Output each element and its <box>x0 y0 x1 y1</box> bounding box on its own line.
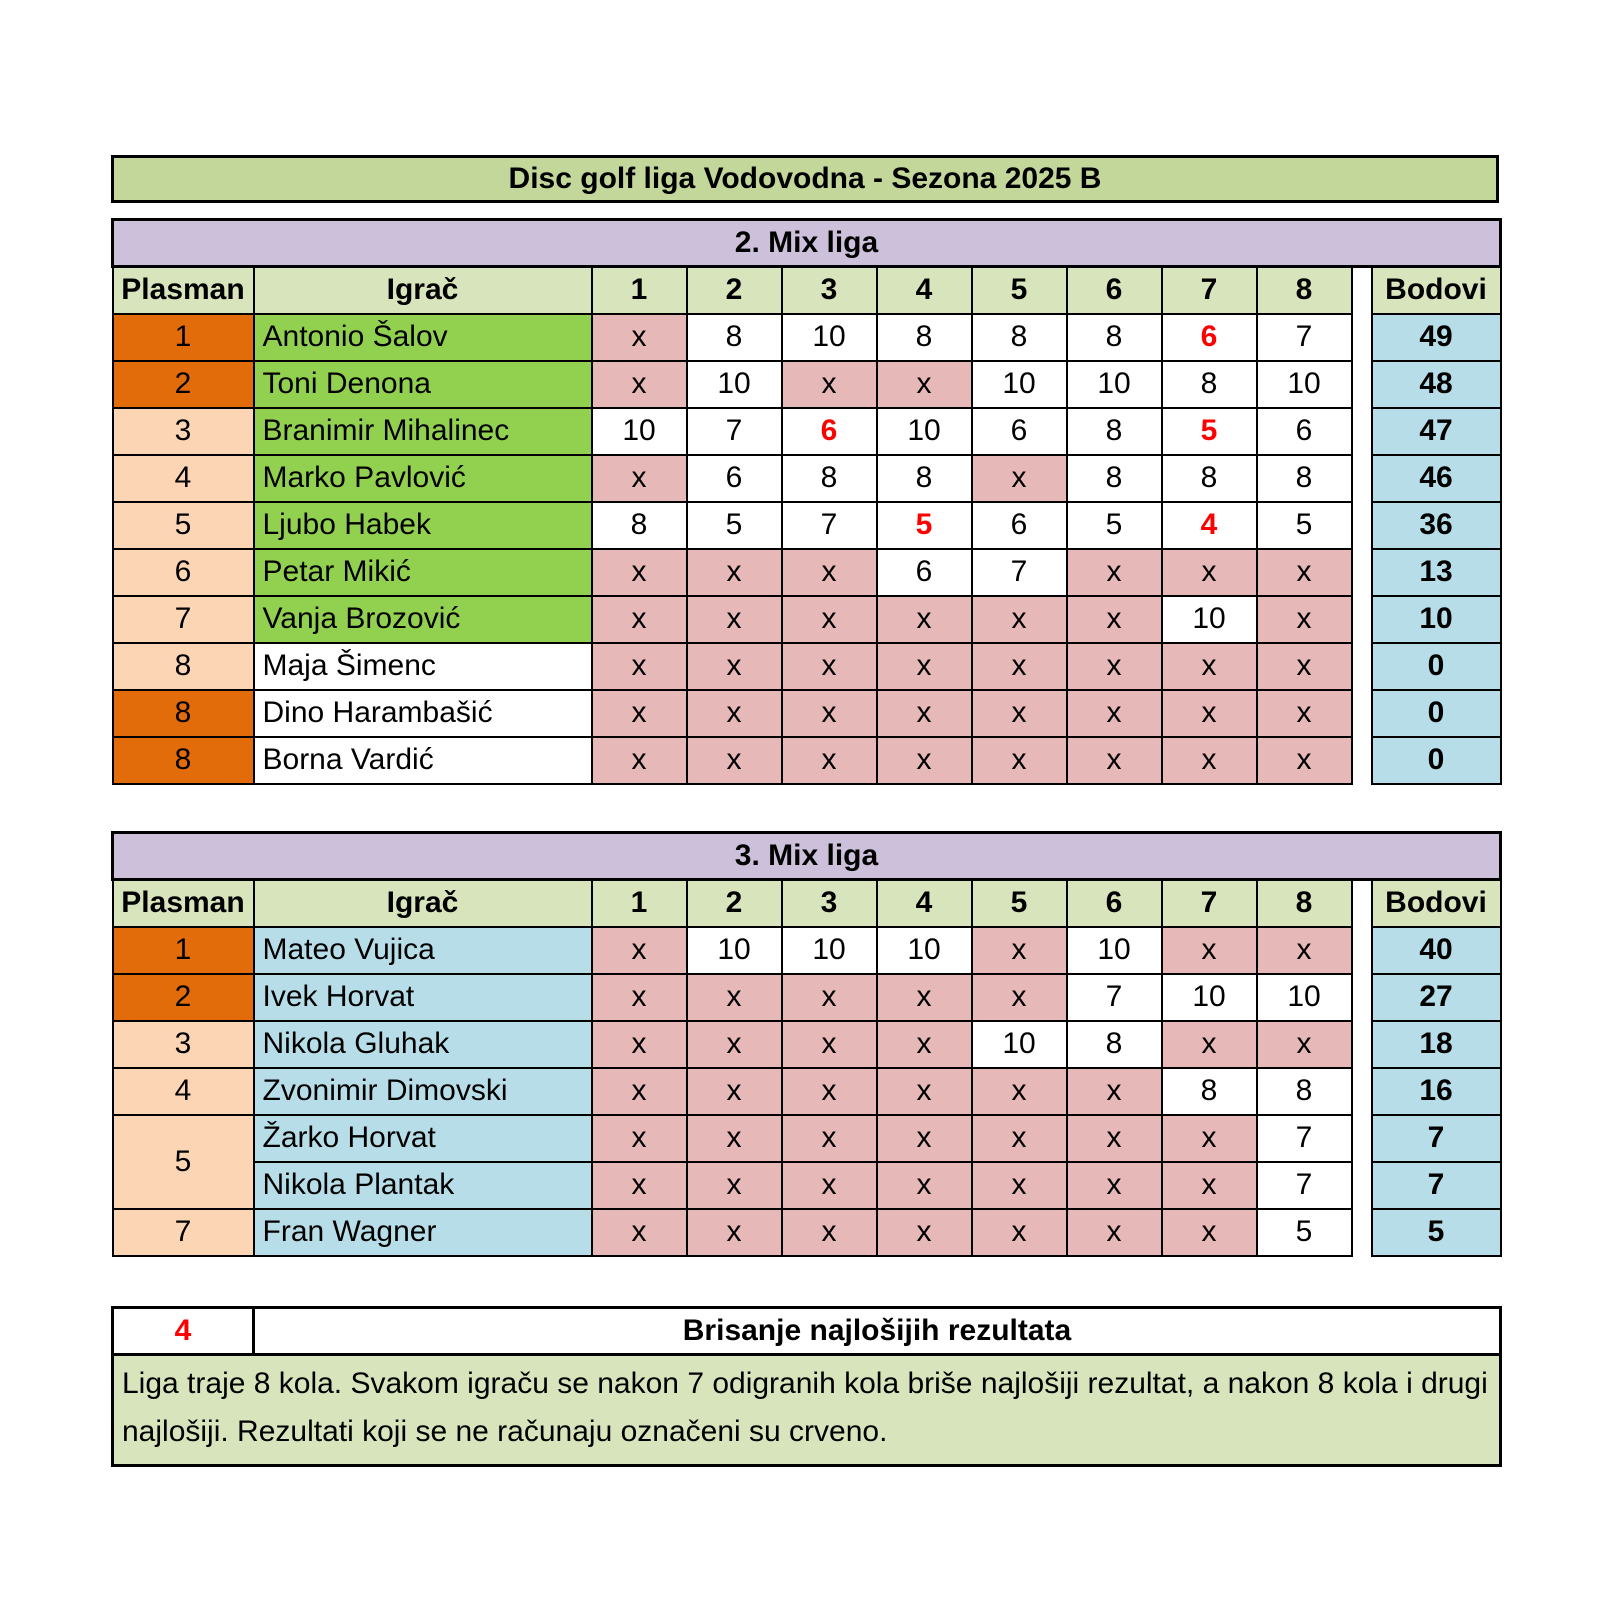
round-1-result: x <box>592 549 687 596</box>
round-5-result: 8 <box>972 314 1067 361</box>
table-row <box>113 1068 1501 1115</box>
round-7-result: x <box>1162 1162 1257 1209</box>
place-cell: 2 <box>113 974 254 1021</box>
round-2-result: x <box>687 737 782 784</box>
league2-heading: 2. Mix liga <box>113 220 1501 267</box>
col-round-1: 1 <box>592 267 687 314</box>
round-2-result: x <box>687 596 782 643</box>
round-6-result: 7 <box>1067 974 1162 1021</box>
round-6-result: 10 <box>1067 927 1162 974</box>
round-3-result: x <box>782 1115 877 1162</box>
round-3-result: x <box>782 690 877 737</box>
league2-column-header <box>113 267 1501 314</box>
round-4-result: x <box>877 361 972 408</box>
col-round-3: 3 <box>782 267 877 314</box>
round-3-result: 10 <box>782 927 877 974</box>
round-5-result: 6 <box>972 408 1067 455</box>
table-row <box>113 690 1501 737</box>
points-total: 36 <box>1372 502 1501 549</box>
player-name: Maja Šimenc <box>254 643 592 690</box>
place-cell: 5 <box>113 502 254 549</box>
round-4-result: x <box>877 1115 972 1162</box>
round-4-result: 8 <box>877 314 972 361</box>
points-total: 27 <box>1372 974 1501 1021</box>
points-total: 46 <box>1372 455 1501 502</box>
round-5-result: x <box>972 1068 1067 1115</box>
player-name: Ljubo Habek <box>254 502 592 549</box>
round-5-result: x <box>972 1162 1067 1209</box>
col-round-8: 8 <box>1257 267 1352 314</box>
round-2-result: 10 <box>687 361 782 408</box>
col-round-6: 6 <box>1067 267 1162 314</box>
league3-column-header <box>113 880 1501 927</box>
round-5-result: x <box>972 1209 1067 1256</box>
round-8-result: 7 <box>1257 314 1352 361</box>
table-row <box>113 1162 1501 1209</box>
round-1-result: x <box>592 314 687 361</box>
table-row <box>113 1209 1501 1256</box>
round-2-result: 6 <box>687 455 782 502</box>
round-6-result: x <box>1067 737 1162 784</box>
table-row <box>113 737 1501 784</box>
player-name: Branimir Mihalinec <box>254 408 592 455</box>
place-cell: 8 <box>113 737 254 784</box>
table-row <box>113 596 1501 643</box>
points-total: 7 <box>1372 1162 1501 1209</box>
round-8-result: 7 <box>1257 1162 1352 1209</box>
round-8-result: 5 <box>1257 1209 1352 1256</box>
round-7-result: 10 <box>1162 974 1257 1021</box>
round-3-result: x <box>782 1162 877 1209</box>
place-cell: 2 <box>113 361 254 408</box>
round-1-result: x <box>592 1068 687 1115</box>
round-8-result: 7 <box>1257 1115 1352 1162</box>
round-4-result: 5 <box>877 502 972 549</box>
round-6-result: x <box>1067 1162 1162 1209</box>
round-6-result: 5 <box>1067 502 1162 549</box>
place-cell: 4 <box>113 1068 254 1115</box>
place-cell: 7 <box>113 596 254 643</box>
round-6-result: x <box>1067 1068 1162 1115</box>
league3-table <box>111 831 1502 1257</box>
column-gap <box>1352 408 1372 455</box>
round-2-result: 10 <box>687 927 782 974</box>
round-5-result: 10 <box>972 361 1067 408</box>
table-row <box>113 927 1501 974</box>
player-name: Nikola Gluhak <box>254 1021 592 1068</box>
table-row <box>113 643 1501 690</box>
round-7-result: 5 <box>1162 408 1257 455</box>
round-4-result: 10 <box>877 408 972 455</box>
col-round-6: 6 <box>1067 880 1162 927</box>
col-place: Plasman <box>113 267 254 314</box>
round-7-result: x <box>1162 927 1257 974</box>
round-2-result: x <box>687 1209 782 1256</box>
round-8-result: 8 <box>1257 1068 1352 1115</box>
round-7-result: 8 <box>1162 361 1257 408</box>
table-row <box>113 549 1501 596</box>
table-row <box>113 502 1501 549</box>
column-gap <box>1352 1115 1372 1162</box>
round-1-result: x <box>592 643 687 690</box>
round-3-result: x <box>782 974 877 1021</box>
scoring-note-heading: Brisanje najlošijih rezultata <box>254 1308 1501 1355</box>
place-cell: 3 <box>113 408 254 455</box>
points-total: 7 <box>1372 1115 1501 1162</box>
round-1-result: 10 <box>592 408 687 455</box>
round-5-result: x <box>972 643 1067 690</box>
round-4-result: x <box>877 596 972 643</box>
round-3-result: x <box>782 596 877 643</box>
col-round-5: 5 <box>972 267 1067 314</box>
round-1-result: x <box>592 927 687 974</box>
points-total: 13 <box>1372 549 1501 596</box>
round-8-result: x <box>1257 690 1352 737</box>
round-1-result: x <box>592 1162 687 1209</box>
column-gap <box>1352 1021 1372 1068</box>
round-2-result: x <box>687 1021 782 1068</box>
round-7-result: 8 <box>1162 455 1257 502</box>
table-row <box>113 974 1501 1021</box>
place-cell: 4 <box>113 455 254 502</box>
round-8-result: 10 <box>1257 361 1352 408</box>
round-6-result: 8 <box>1067 408 1162 455</box>
page-title: Disc golf liga Vodovodna - Sezona 2025 B <box>111 155 1499 203</box>
col-round-4: 4 <box>877 267 972 314</box>
round-5-result: x <box>972 455 1067 502</box>
round-7-result: x <box>1162 643 1257 690</box>
round-2-result: 7 <box>687 408 782 455</box>
round-8-result: x <box>1257 596 1352 643</box>
round-2-result: 8 <box>687 314 782 361</box>
round-1-result: 8 <box>592 502 687 549</box>
round-5-result: 10 <box>972 1021 1067 1068</box>
round-2-result: x <box>687 1068 782 1115</box>
column-gap <box>1352 455 1372 502</box>
table-row <box>113 1115 1501 1162</box>
round-3-result: x <box>782 1021 877 1068</box>
col-round-1: 1 <box>592 880 687 927</box>
player-name: Marko Pavlović <box>254 455 592 502</box>
player-name: Zvonimir Dimovski <box>254 1068 592 1115</box>
player-name: Žarko Horvat <box>254 1115 592 1162</box>
place-cell: 5 <box>113 1115 254 1209</box>
round-6-result: x <box>1067 643 1162 690</box>
place-cell: 8 <box>113 643 254 690</box>
round-8-result: x <box>1257 737 1352 784</box>
round-2-result: x <box>687 1115 782 1162</box>
col-round-3: 3 <box>782 880 877 927</box>
col-round-2: 2 <box>687 267 782 314</box>
column-gap <box>1352 549 1372 596</box>
player-name: Mateo Vujica <box>254 927 592 974</box>
round-3-result: x <box>782 1068 877 1115</box>
round-7-result: 4 <box>1162 502 1257 549</box>
round-1-result: x <box>592 455 687 502</box>
column-gap <box>1352 1162 1372 1209</box>
round-4-result: 8 <box>877 455 972 502</box>
col-player: Igrač <box>254 880 592 927</box>
round-8-result: 10 <box>1257 974 1352 1021</box>
round-7-result: x <box>1162 737 1257 784</box>
round-1-result: x <box>592 1115 687 1162</box>
round-5-result: x <box>972 737 1067 784</box>
round-3-result: x <box>782 549 877 596</box>
round-7-result: x <box>1162 1209 1257 1256</box>
player-name: Antonio Šalov <box>254 314 592 361</box>
points-total: 16 <box>1372 1068 1501 1115</box>
col-round-7: 7 <box>1162 880 1257 927</box>
round-7-result: x <box>1162 690 1257 737</box>
round-5-result: 6 <box>972 502 1067 549</box>
place-cell: 7 <box>113 1209 254 1256</box>
round-3-result: 7 <box>782 502 877 549</box>
round-8-result: x <box>1257 927 1352 974</box>
round-4-result: x <box>877 690 972 737</box>
round-7-result: 10 <box>1162 596 1257 643</box>
round-6-result: 8 <box>1067 1021 1162 1068</box>
player-name: Vanja Brozović <box>254 596 592 643</box>
col-round-7: 7 <box>1162 267 1257 314</box>
points-total: 40 <box>1372 927 1501 974</box>
round-2-result: x <box>687 549 782 596</box>
points-total: 0 <box>1372 690 1501 737</box>
round-1-result: x <box>592 361 687 408</box>
points-total: 47 <box>1372 408 1501 455</box>
round-2-result: x <box>687 643 782 690</box>
table-row <box>113 361 1501 408</box>
place-cell: 1 <box>113 314 254 361</box>
round-2-result: x <box>687 974 782 1021</box>
column-gap <box>1352 690 1372 737</box>
round-8-result: 6 <box>1257 408 1352 455</box>
round-1-result: x <box>592 690 687 737</box>
round-5-result: 7 <box>972 549 1067 596</box>
round-6-result: x <box>1067 596 1162 643</box>
round-7-result: 8 <box>1162 1068 1257 1115</box>
round-4-result: x <box>877 974 972 1021</box>
round-6-result: 8 <box>1067 314 1162 361</box>
player-name: Fran Wagner <box>254 1209 592 1256</box>
col-points: Bodovi <box>1372 267 1501 314</box>
round-3-result: x <box>782 643 877 690</box>
round-7-result: 6 <box>1162 314 1257 361</box>
round-4-result: x <box>877 1209 972 1256</box>
round-4-result: 6 <box>877 549 972 596</box>
table-row <box>113 1021 1501 1068</box>
points-total: 49 <box>1372 314 1501 361</box>
points-total: 18 <box>1372 1021 1501 1068</box>
round-4-result: x <box>877 1068 972 1115</box>
points-total: 0 <box>1372 643 1501 690</box>
place-cell: 3 <box>113 1021 254 1068</box>
table-row <box>113 408 1501 455</box>
col-round-8: 8 <box>1257 880 1352 927</box>
round-5-result: x <box>972 690 1067 737</box>
column-gap <box>1352 927 1372 974</box>
column-gap <box>1352 974 1372 1021</box>
col-round-4: 4 <box>877 880 972 927</box>
points-total: 0 <box>1372 737 1501 784</box>
league3-heading: 3. Mix liga <box>113 833 1501 880</box>
round-4-result: x <box>877 1021 972 1068</box>
player-name: Borna Vardić <box>254 737 592 784</box>
column-gap <box>1352 267 1372 314</box>
round-1-result: x <box>592 974 687 1021</box>
round-6-result: x <box>1067 1115 1162 1162</box>
round-5-result: x <box>972 974 1067 1021</box>
round-7-result: x <box>1162 1115 1257 1162</box>
player-name: Ivek Horvat <box>254 974 592 1021</box>
col-round-5: 5 <box>972 880 1067 927</box>
column-gap <box>1352 596 1372 643</box>
dropped-results-count: 4 <box>113 1308 254 1355</box>
round-3-result: x <box>782 1209 877 1256</box>
round-4-result: x <box>877 737 972 784</box>
points-total: 5 <box>1372 1209 1501 1256</box>
col-place: Plasman <box>113 880 254 927</box>
round-5-result: x <box>972 927 1067 974</box>
place-cell: 6 <box>113 549 254 596</box>
column-gap <box>1352 1068 1372 1115</box>
round-7-result: x <box>1162 549 1257 596</box>
player-name: Dino Harambašić <box>254 690 592 737</box>
column-gap <box>1352 737 1372 784</box>
round-6-result: x <box>1067 690 1162 737</box>
league2-table <box>111 218 1502 785</box>
round-4-result: x <box>877 643 972 690</box>
column-gap <box>1352 880 1372 927</box>
round-6-result: x <box>1067 1209 1162 1256</box>
place-cell: 8 <box>113 690 254 737</box>
round-1-result: x <box>592 737 687 784</box>
round-3-result: x <box>782 737 877 784</box>
round-1-result: x <box>592 596 687 643</box>
round-8-result: 5 <box>1257 502 1352 549</box>
place-cell: 1 <box>113 927 254 974</box>
table-row <box>113 455 1501 502</box>
col-player: Igrač <box>254 267 592 314</box>
player-name: Petar Mikić <box>254 549 592 596</box>
round-3-result: 6 <box>782 408 877 455</box>
round-2-result: x <box>687 1162 782 1209</box>
round-1-result: x <box>592 1021 687 1068</box>
column-gap <box>1352 1209 1372 1256</box>
column-gap <box>1352 361 1372 408</box>
column-gap <box>1352 314 1372 361</box>
round-5-result: x <box>972 1115 1067 1162</box>
round-6-result: x <box>1067 549 1162 596</box>
scoring-note <box>111 1306 1502 1467</box>
round-5-result: x <box>972 596 1067 643</box>
round-8-result: x <box>1257 549 1352 596</box>
round-3-result: 8 <box>782 455 877 502</box>
points-total: 48 <box>1372 361 1501 408</box>
points-total: 10 <box>1372 596 1501 643</box>
round-4-result: x <box>877 1162 972 1209</box>
round-2-result: 5 <box>687 502 782 549</box>
round-3-result: x <box>782 361 877 408</box>
column-gap <box>1352 643 1372 690</box>
round-6-result: 8 <box>1067 455 1162 502</box>
round-8-result: 8 <box>1257 455 1352 502</box>
player-name: Toni Denona <box>254 361 592 408</box>
round-4-result: 10 <box>877 927 972 974</box>
scoring-note-text: Liga traje 8 kola. Svakom igraču se nakon 7 odigranih kola briše najlošiji rezultat, a nakon 8 kola i drugi najlošiji. Rezultati koji se ne računaju označeni su crveno. <box>113 1355 1501 1466</box>
round-3-result: 10 <box>782 314 877 361</box>
round-8-result: x <box>1257 643 1352 690</box>
round-1-result: x <box>592 1209 687 1256</box>
col-round-2: 2 <box>687 880 782 927</box>
col-points: Bodovi <box>1372 880 1501 927</box>
round-8-result: x <box>1257 1021 1352 1068</box>
player-name: Nikola Plantak <box>254 1162 592 1209</box>
table-row <box>113 314 1501 361</box>
round-2-result: x <box>687 690 782 737</box>
column-gap <box>1352 502 1372 549</box>
round-6-result: 10 <box>1067 361 1162 408</box>
round-7-result: x <box>1162 1021 1257 1068</box>
